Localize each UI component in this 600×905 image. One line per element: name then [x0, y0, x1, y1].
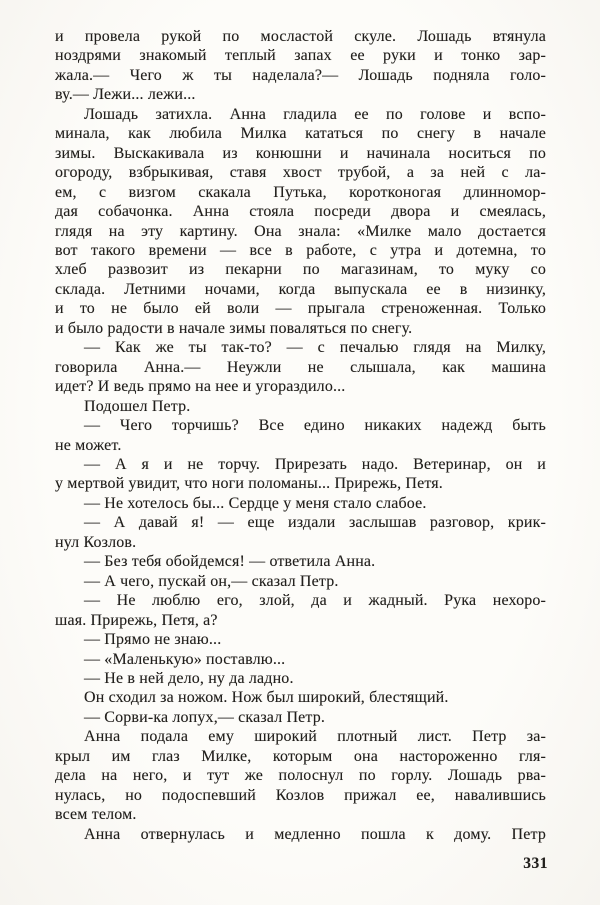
text-line: нулась, но подоспевший Козлов прижал ее, навалившись — [55, 786, 546, 804]
text-line: — А давай я! — еще издали заслышав разговор, крик- — [84, 514, 546, 532]
text-line: дая собачонка. Анна стояла посреди двора и смеялась, — [55, 203, 546, 221]
text-line: всем телом. — [55, 806, 137, 824]
text-line: — Прямо не знаю... — [84, 631, 222, 649]
text-line: — «Маленькую» поставлю... — [84, 650, 286, 668]
text-block — [55, 27, 546, 844]
page-number: 331 — [523, 855, 548, 872]
text-line: нул Козлов. — [55, 533, 137, 551]
text-line: глядя на эту картину. Она знала: «Милке мало достается — [55, 222, 546, 240]
text-line: — Чего торчишь? Все едино никаких надежд быть — [84, 417, 546, 435]
text-line: минала, как любила Милка кататься по снегу в начале — [55, 125, 546, 143]
text-line: жала.— Чего ж ты наделала?— Лошадь подняла голо- — [55, 66, 546, 84]
text-line: и было радости в начале зимы поваляться по снегу. — [55, 319, 413, 337]
text-line: ем, с визгом скакала Путька, коротконогая длинномор- — [55, 183, 546, 201]
text-line: шая. Прирежь, Петя, а? — [55, 611, 218, 629]
text-line: не может. — [55, 436, 122, 454]
text-line: — Не в ней дело, ну да ладно. — [84, 669, 294, 687]
text-line: дела на него, и тут же полоснул по горлу. Лошадь рва- — [55, 767, 546, 785]
text-line: крыл им глаз Милке, которым она настороженно гля- — [55, 747, 546, 765]
text-line: и провела рукой по мосластой скуле. Лошадь втянула — [55, 28, 546, 45]
text-line: у мертвой увидит, что ноги поломаны... Прирежь, Петя. — [55, 475, 443, 493]
text-line: ноздрями знакомый теплый запах ее руки и тонко зар- — [55, 47, 546, 65]
text-line: — Не хотелось бы... Сердце у меня стало слабое. — [84, 494, 427, 512]
text-line: — Как же ты так-то? — с печалью глядя на Милку, — [84, 339, 546, 357]
text-line: и то не было ей воли — прыгала стреноженная. Только — [55, 300, 546, 318]
text-line: идет? И ведь прямо на нее и угораздило... — [55, 378, 346, 396]
text-line: — Без тебя обойдемся! — ответила Анна. — [84, 553, 376, 571]
text-line: Анна отвернулась и медленно пошла к дому. Петр — [84, 825, 546, 843]
text-line: Анна подала ему широкий плотный лист. Петр за- — [84, 728, 546, 746]
text-line: ву.— Лежи... лежи... — [55, 86, 196, 104]
text-line: хлеб развозит из пекарни по магазинам, то муку со — [55, 261, 546, 279]
text-line: — Не люблю его, злой, да и жадный. Рука нехоро- — [84, 592, 546, 610]
text-line: — А я и не торчу. Прирезать надо. Ветеринар, он и — [84, 455, 546, 473]
text-line: — Сорви-ка лопух,— сказал Петр. — [84, 708, 326, 726]
text-line: говорила Анна.— Неужли не слышала, как машина — [55, 358, 546, 376]
text-line: — А чего, пускай он,— сказал Петр. — [84, 572, 339, 590]
text-line: склада. Летними ночами, когда выпускала ее в низинку, — [55, 280, 546, 298]
text-line: вот такого времени — все в работе, с утра и дотемна, то — [55, 241, 546, 259]
text-line: Он сходил за ножом. Нож был широкий, блестящий. — [84, 689, 449, 707]
text-line: Лошадь затихла. Анна гладила ее по голове и вспо- — [84, 105, 546, 123]
text-line: Подошел Петр. — [84, 397, 191, 415]
text-line: зимы. Выскакивала из конюшни и начинала носиться по — [55, 144, 546, 162]
text-line: огороду, взбрыкивая, ставя хвост трубой, а за ней с ла- — [55, 164, 546, 182]
